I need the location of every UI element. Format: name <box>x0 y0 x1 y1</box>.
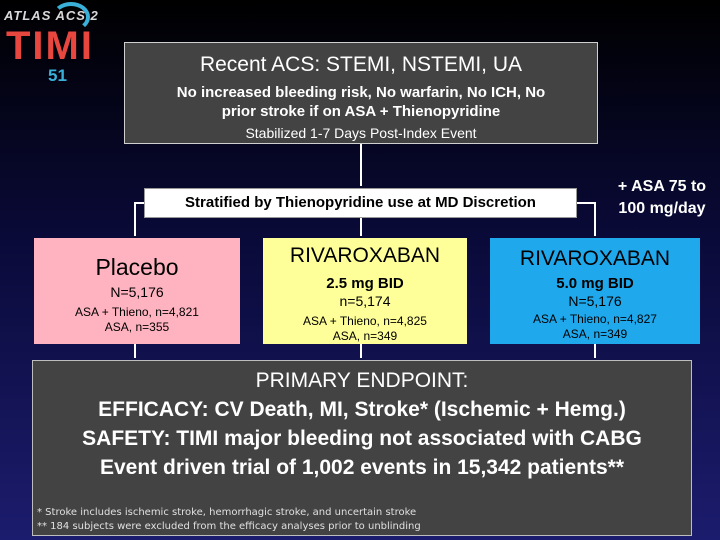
asa-note <box>604 176 720 220</box>
arm-riva50-name: RIVAROXABAN <box>519 247 671 270</box>
inclusion-criteria-line1: No increased bleeding risk, No warfarin, No ICH, No <box>176 84 546 101</box>
primary-endpoint-box <box>32 360 692 536</box>
arm-placebo-detail1: ASA + Thieno, n=4,821 <box>75 305 199 319</box>
arm-riva25-name: RIVAROXABAN <box>289 244 441 267</box>
arm-rivaroxaban-5-0 <box>490 238 700 344</box>
inclusion-box <box>124 42 598 144</box>
inclusion-criteria <box>125 83 597 121</box>
arm-rivaroxaban-2-5 <box>263 238 467 344</box>
inclusion-timing: Stabilized 1-7 Days Post-Index Event <box>245 125 477 141</box>
arm-placebo-n: N=5,176 <box>110 284 164 300</box>
arm-riva25-detail1: ASA + Thieno, n=4,825 <box>303 314 427 328</box>
arm-riva25-detail2: ASA, n=349 <box>332 329 398 343</box>
arm-riva50-detail2: ASA, n=349 <box>562 327 628 341</box>
stratification-box: Stratified by Thienopyridine use at MD Discretion <box>144 188 577 218</box>
inclusion-criteria-line2: prior stroke if on ASA + Thienopyridine <box>221 103 501 120</box>
arm-riva50-dose: 5.0 mg BID <box>556 275 634 292</box>
logo-timi-text: TIMI <box>6 24 94 68</box>
logo-number: 51 <box>48 66 67 85</box>
endpoint-efficacy: EFFICACY: CV Death, MI, Stroke* (Ischemic + Hemg.) <box>98 398 626 421</box>
arm-riva25-dose: 2.5 mg BID <box>326 275 404 292</box>
footnote-stroke: * Stroke includes ischemic stroke, hemorrhagic stroke, and uncertain stroke <box>37 507 417 518</box>
arm-riva50-detail1: ASA + Thieno, n=4,827 <box>533 312 657 326</box>
arm-riva50-n: N=5,176 <box>568 293 622 309</box>
arm-placebo-name: Placebo <box>95 254 179 280</box>
arm-placebo <box>34 238 240 344</box>
arm-riva25-n: n=5,174 <box>339 293 391 309</box>
inclusion-title: Recent ACS: STEMI, NSTEMI, UA <box>199 53 523 76</box>
arm-placebo-detail2: ASA, n=355 <box>104 320 170 334</box>
asa-note-line1: + ASA 75 to <box>617 178 707 195</box>
endpoint-safety: SAFETY: TIMI major bleeding not associated with CABG <box>82 427 642 450</box>
asa-note-line2: 100 mg/day <box>618 200 706 217</box>
logo-atlas-text: ATLAS ACS 2 <box>4 8 99 23</box>
endpoint-heading: PRIMARY ENDPOINT: <box>255 369 469 392</box>
endpoint-trial-size: Event driven trial of 1,002 events in 15,342 patients** <box>99 456 625 479</box>
footnote-excluded: ** 184 subjects were excluded from the efficacy analyses prior to unblinding <box>37 521 421 532</box>
